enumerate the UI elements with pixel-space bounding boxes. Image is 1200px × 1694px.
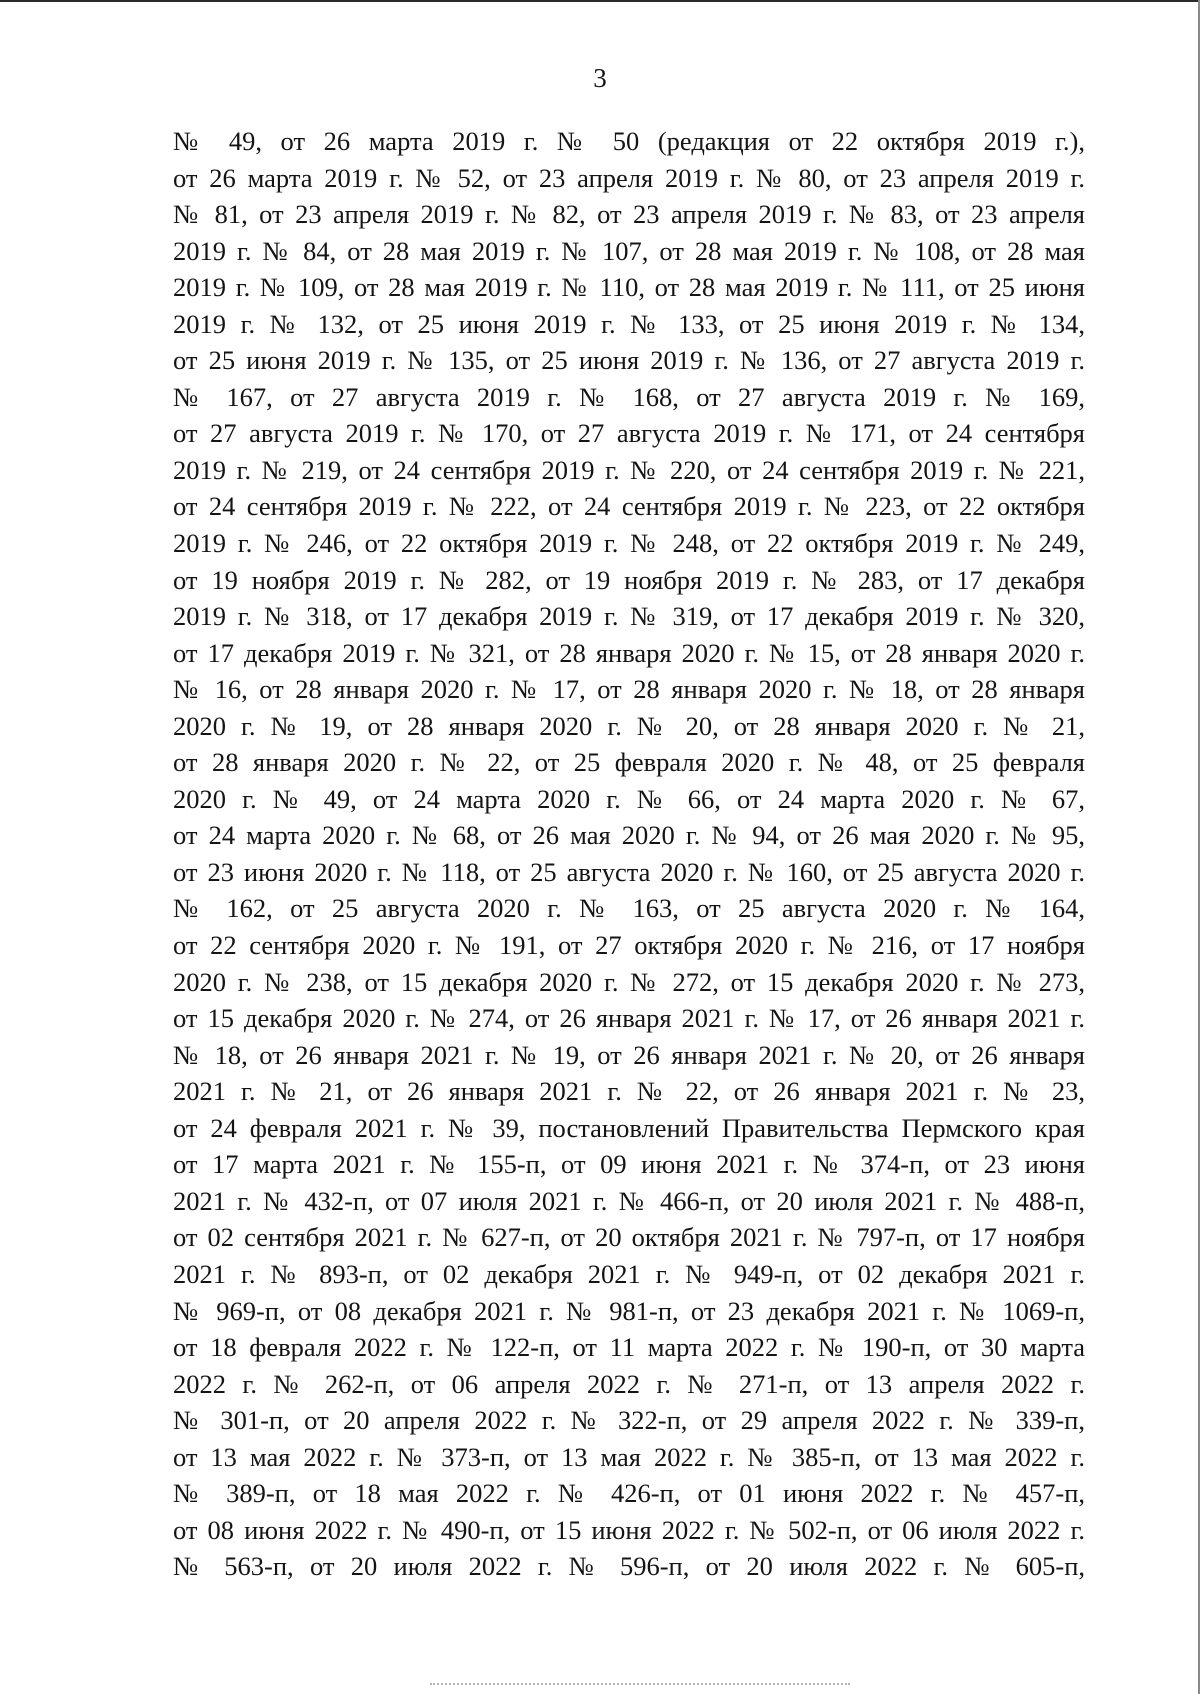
text-line: от 25 июня 2019 г. № 135, от 25 июня 2019 г. № 136, от 27 августа 2019 г. (173, 345, 1085, 376)
text-line: от 24 марта 2020 г. № 68, от 26 мая 2020 г. № 94, от 26 мая 2020 г. № 95, (173, 820, 1085, 851)
text-line: 2019 г. № 219, от 24 сентября 2019 г. № 220, от 24 сентября 2019 г. № 221, (173, 454, 1085, 485)
text-line: 2022 г. № 262-п, от 06 апреля 2022 г. № 271-п, от 13 апреля 2022 г. (173, 1368, 1085, 1399)
text-line: № 18, от 26 января 2021 г. № 19, от 26 января 2021 г. № 20, от 26 января (173, 1039, 1085, 1070)
text-line: № 16, от 28 января 2020 г. № 17, от 28 января 2020 г. № 18, от 28 января (173, 674, 1085, 705)
text-line: 2019 г. № 132, от 25 июня 2019 г. № 133, от 25 июня 2019 г. № 134, (173, 308, 1085, 339)
text-line: от 19 ноября 2019 г. № 282, от 19 ноября 2019 г. № 283, от 17 декабря (173, 564, 1085, 595)
text-line: от 08 июня 2022 г. № 490-п, от 15 июня 2022 г. № 502-п, от 06 июля 2022 г. (173, 1514, 1085, 1545)
text-line: № 969-п, от 08 декабря 2021 г. № 981-п, от 23 декабря 2021 г. № 1069-п, (173, 1295, 1085, 1326)
text-line: 2019 г. № 246, от 22 октября 2019 г. № 248, от 22 октября 2019 г. № 249, (173, 528, 1085, 559)
text-line: № 389-п, от 18 мая 2022 г. № 426-п, от 01 июня 2022 г. № 457-п, (173, 1478, 1085, 1509)
text-line: от 13 мая 2022 г. № 373-п, от 13 мая 2022 г. № 385-п, от 13 мая 2022 г. (173, 1441, 1085, 1472)
page-number: 3 (593, 63, 607, 93)
text-line: № 162, от 25 августа 2020 г. № 163, от 25 августа 2020 г. № 164, (173, 893, 1085, 924)
text-line: от 28 января 2020 г. № 22, от 25 февраля 2020 г. № 48, от 25 февраля (173, 747, 1085, 778)
text-line: от 27 августа 2019 г. № 170, от 27 августа 2019 г. № 171, от 24 сентября (173, 418, 1085, 449)
text-line: от 24 февраля 2021 г. № 39, постановлений Правительства Пермского края (173, 1112, 1085, 1143)
text-line: № 49, от 26 марта 2019 г. № 50 (редакция от 22 октября 2019 г.), (173, 126, 1085, 156)
text-line: от 15 декабря 2020 г. № 274, от 26 января 2021 г. № 17, от 26 января 2021 г. (173, 1003, 1085, 1034)
text-line: от 26 марта 2019 г. № 52, от 23 апреля 2019 г. № 80, от 23 апреля 2019 г. (173, 162, 1085, 193)
text-line: 2019 г. № 84, от 28 мая 2019 г. № 107, от 28 мая 2019 г. № 108, от 28 мая (173, 235, 1085, 266)
text-line: № 301-п, от 20 апреля 2022 г. № 322-п, от 29 апреля 2022 г. № 339-п, (173, 1405, 1085, 1436)
body-text (173, 123, 1085, 1585)
text-line: 2020 г. № 238, от 15 декабря 2020 г. № 272, от 15 декабря 2020 г. № 273, (173, 966, 1085, 997)
text-line: 2021 г. № 432-п, от 07 июля 2021 г. № 466-п, от 20 июля 2021 г. № 488-п, (173, 1185, 1085, 1216)
text-line: от 22 сентября 2020 г. № 191, от 27 октября 2020 г. № 216, от 17 ноября (173, 930, 1085, 961)
text-line: 2021 г. № 893-п, от 02 декабря 2021 г. № 949-п, от 02 декабря 2021 г. (173, 1258, 1085, 1289)
text-line: 2019 г. № 109, от 28 мая 2019 г. № 110, от 28 мая 2019 г. № 111, от 25 июня (173, 272, 1085, 303)
scan-edge-top (0, 0, 1200, 2)
text-line: от 17 марта 2021 г. № 155-п, от 09 июня 2021 г. № 374-п, от 23 июня (173, 1149, 1085, 1180)
text-line: № 167, от 27 августа 2019 г. № 168, от 27 августа 2019 г. № 169, (173, 381, 1085, 412)
text-line: 2019 г. № 318, от 17 декабря 2019 г. № 319, от 17 декабря 2019 г. № 320, (173, 601, 1085, 632)
text-line: от 18 февраля 2022 г. № 122-п, от 11 марта 2022 г. № 190-п, от 30 марта (173, 1332, 1085, 1363)
text-line: от 02 сентября 2021 г. № 627-п, от 20 октября 2021 г. № 797-п, от 17 ноября (173, 1222, 1085, 1253)
text-line: № 81, от 23 апреля 2019 г. № 82, от 23 апреля 2019 г. № 83, от 23 апреля (173, 199, 1085, 230)
text-line: от 24 сентября 2019 г. № 222, от 24 сентября 2019 г. № 223, от 22 октября (173, 491, 1085, 522)
text-line: от 23 июня 2020 г. № 118, от 25 августа 2020 г. № 160, от 25 августа 2020 г. (173, 856, 1085, 887)
text-line: № 563-п, от 20 июля 2022 г. № 596-п, от 20 июля 2022 г. № 605-п, (173, 1551, 1085, 1582)
text-line: от 17 декабря 2019 г. № 321, от 28 января 2020 г. № 15, от 28 января 2020 г. (173, 637, 1085, 668)
text-line: 2020 г. № 49, от 24 марта 2020 г. № 66, от 24 марта 2020 г. № 67, (173, 783, 1085, 814)
scan-artifact (430, 1683, 850, 1688)
text-line: 2020 г. № 19, от 28 января 2020 г. № 20, от 28 января 2020 г. № 21, (173, 710, 1085, 741)
text-line: 2021 г. № 21, от 26 января 2021 г. № 22, от 26 января 2021 г. № 23, (173, 1076, 1085, 1107)
